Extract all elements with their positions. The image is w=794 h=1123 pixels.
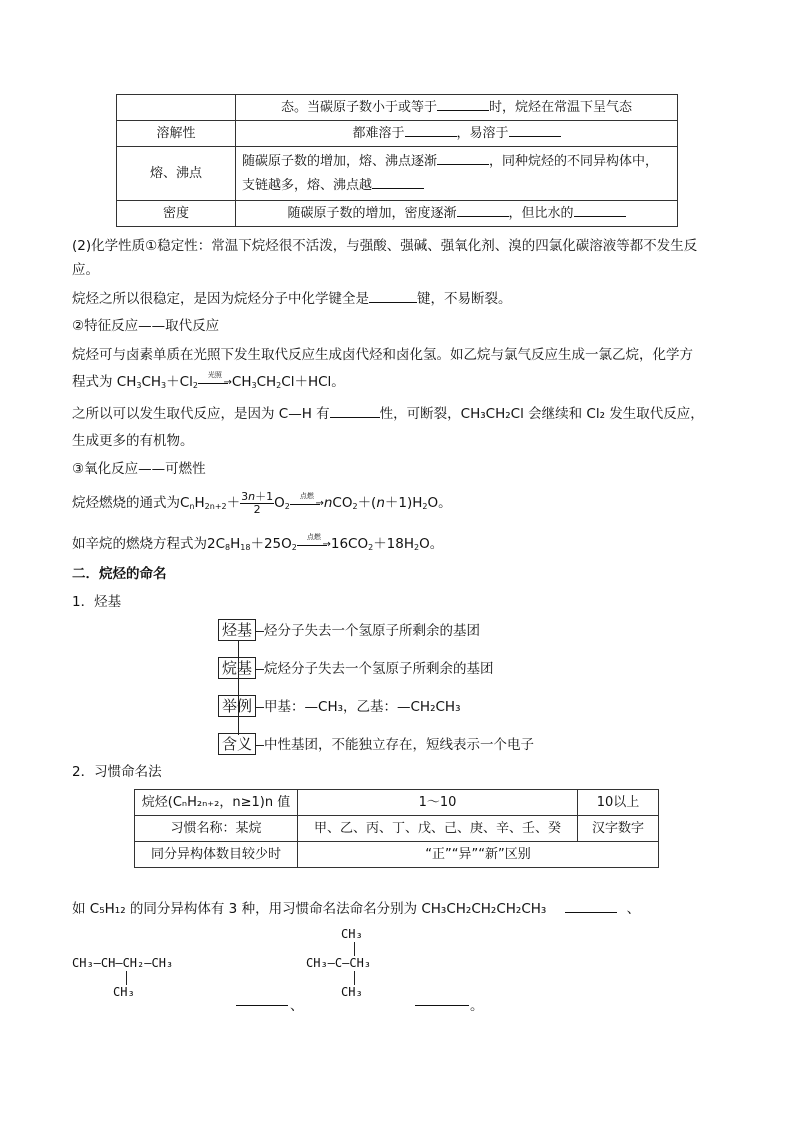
condition-label: 点燃	[306, 533, 321, 541]
table-cell: 汉字数字	[578, 816, 659, 842]
table-row	[117, 201, 678, 227]
octane-equation: 如辛烷的燃烧方程式为$2C_8H_{18}+25O_2$ 点燃 → $16CO_2+18H_2O$。	[72, 533, 444, 552]
condition-label: 点燃	[299, 492, 314, 500]
term-box: 含义	[218, 733, 256, 755]
solubility-label: 溶解性	[117, 121, 236, 147]
bond-text: 键，不易断裂。	[417, 291, 512, 307]
answer-blank[interactable]	[437, 98, 489, 111]
naming-table	[134, 789, 659, 868]
solubility-text: 都难溶于	[352, 125, 405, 141]
term-box: 烷基	[218, 657, 256, 679]
stability-line-1: (2)化学性质①稳定性：常温下烷烃很不活泼，与强酸、强碱、强氧化剂、溴的四氯化碳溶液等都不发生反	[72, 238, 698, 254]
octane-intro: 如辛烷的燃烧方程式为	[72, 536, 207, 552]
answer-blank[interactable]	[372, 176, 424, 189]
term-definition: 烷烃分子失去一个氢原子所剩余的基团	[264, 661, 494, 677]
table-row	[135, 842, 659, 868]
table-cell	[236, 95, 678, 121]
table-cell	[117, 95, 236, 121]
diagram-row	[218, 619, 480, 641]
reason-text: 性，可断裂，CH₃CH₂Cl 会继续和 Cl₂ 发生取代反应，	[379, 406, 704, 422]
reason-text: 之所以可以发生取代反应，是因为 C—H 有	[72, 406, 330, 422]
answer-blank[interactable]	[565, 900, 617, 913]
combustion-intro: 烷烃燃烧的通式为	[72, 495, 180, 511]
bond-text: 烷烃之所以很稳定，是因为烷烃分子中化学键全是	[72, 291, 369, 307]
section-title: 二．烷烃的命名	[72, 566, 167, 582]
mp-text: ，同种烷烃的不同异构体中，	[489, 153, 659, 169]
table-row	[135, 816, 659, 842]
table-row	[117, 121, 678, 147]
table-cell: 习惯名称：某烷	[135, 816, 298, 842]
answer-blank[interactable]	[457, 204, 509, 217]
neo-structure-main: CH₃—C—CH₃	[306, 956, 372, 970]
table-cell	[236, 201, 678, 227]
stability-line-2: 应。	[72, 262, 99, 278]
table-cell	[236, 147, 678, 201]
substitution-line-1: 烷烃可与卤素单质在光照下发生取代反应生成卤代烃和卤化氢。如乙烷与氯气反应生成一氯乙烷，化学方	[72, 347, 693, 363]
answer-blank[interactable]	[405, 124, 457, 137]
combustion-general: 烷烃燃烧的通式为$C_nH_{2n+2}+$ $\frac{3n+1}{2}$ $O_2$ 点燃 → $nCO_2+(n+1)H_2O$。	[72, 489, 452, 516]
oxidation-heading: ③氧化反应——可燃性	[72, 461, 206, 477]
isomer-text: 如 C₅H₁₂ 的同分异构体有 3 种，用习惯命名法命名分别为 CH₃CH₂CH₂CH₂CH₃	[72, 901, 547, 917]
hydrocarbyl-diagram	[218, 619, 598, 755]
diagram-connector	[238, 641, 239, 735]
bond-line	[354, 942, 355, 956]
bond-line	[126, 971, 127, 985]
answer-blank[interactable]	[574, 204, 626, 217]
state-text-tail: 时，烷烃在常温下呈气态	[489, 99, 633, 115]
term-box: 举例	[218, 695, 256, 717]
bond-line	[72, 290, 512, 308]
density-text: ，但比水的	[508, 205, 574, 221]
condition-label: 光照	[207, 371, 222, 379]
diagram-row	[218, 733, 534, 755]
equation-intro: 程式为	[72, 374, 113, 390]
fraction: $\frac{3n+1}{2}$	[241, 489, 274, 516]
table-row	[117, 147, 678, 201]
properties-table	[116, 94, 678, 227]
answer-blank[interactable]	[415, 993, 469, 1006]
term-box: 烃基	[218, 619, 256, 641]
separator: 、	[626, 901, 641, 917]
subsection-hydrocarbyl: 1．烃基	[72, 594, 122, 610]
neo-structure-bottom: CH₃	[341, 985, 363, 999]
reaction-arrow: 点燃 →	[297, 537, 331, 551]
isobutyl-structure-branch: CH₃	[113, 985, 135, 999]
diagram-row	[218, 695, 460, 717]
isomer-line	[72, 900, 640, 918]
table-cell	[236, 121, 678, 147]
density-label: 密度	[117, 201, 236, 227]
table-header: 10以上	[578, 790, 659, 816]
isobutyl-structure-main: CH₃—CH—CH₂—CH₃	[72, 956, 174, 970]
term-definition: 甲基：—CH₃，乙基：—CH₂CH₃	[264, 699, 461, 715]
neo-structure-top: CH₃	[341, 927, 363, 941]
reaction-arrow: 点燃 →	[290, 496, 324, 510]
term-definition: 中性基团，不能独立存在，短线表示一个电子	[264, 737, 535, 753]
answer-blank[interactable]	[437, 152, 489, 165]
table-header: 烷烃(CₙH₂ₙ₊₂，n≥1)n 值	[135, 790, 298, 816]
table-row	[117, 95, 678, 121]
reason-line-1	[72, 405, 704, 423]
diagram-row	[218, 657, 494, 679]
answer-blank[interactable]	[236, 993, 288, 1006]
end-mark: 。	[470, 998, 484, 1014]
reason-line-2: 生成更多的有机物。	[72, 433, 194, 449]
table-row	[135, 790, 659, 816]
subsection-common-naming: 2．习惯命名法	[72, 764, 162, 780]
separator: 、	[290, 998, 304, 1014]
substitution-equation: 程式为 $CH_3CH_3+Cl_2$ 光照 → $CH_3CH_2Cl+HCl$。	[72, 371, 345, 390]
table-cell: “正”“异”“新”区别	[298, 842, 659, 868]
substitution-heading: ②特征反应——取代反应	[72, 318, 220, 334]
answer-blank[interactable]	[509, 124, 561, 137]
melting-point-label: 熔、沸点	[117, 147, 236, 201]
state-text: 态。当碳原子数小于或等于	[280, 99, 437, 115]
answer-blank[interactable]	[330, 405, 380, 418]
solubility-text: ，易溶于	[456, 125, 509, 141]
mp-text: 随碳原子数的增加，熔、沸点逐渐	[242, 153, 438, 169]
mp-text: 支链越多，熔、沸点越	[242, 177, 373, 193]
table-header: 1～10	[298, 790, 578, 816]
table-cell: 同分异构体数目较少时	[135, 842, 298, 868]
bond-line	[354, 971, 355, 985]
reaction-arrow: 光照 →	[198, 375, 232, 389]
answer-blank[interactable]	[369, 290, 417, 303]
term-definition: 烃分子失去一个氢原子所剩余的基团	[264, 623, 481, 639]
table-cell: 甲、乙、丙、丁、戊、己、庚、辛、壬、癸	[298, 816, 578, 842]
density-text: 随碳原子数的增加，密度逐渐	[287, 205, 457, 221]
